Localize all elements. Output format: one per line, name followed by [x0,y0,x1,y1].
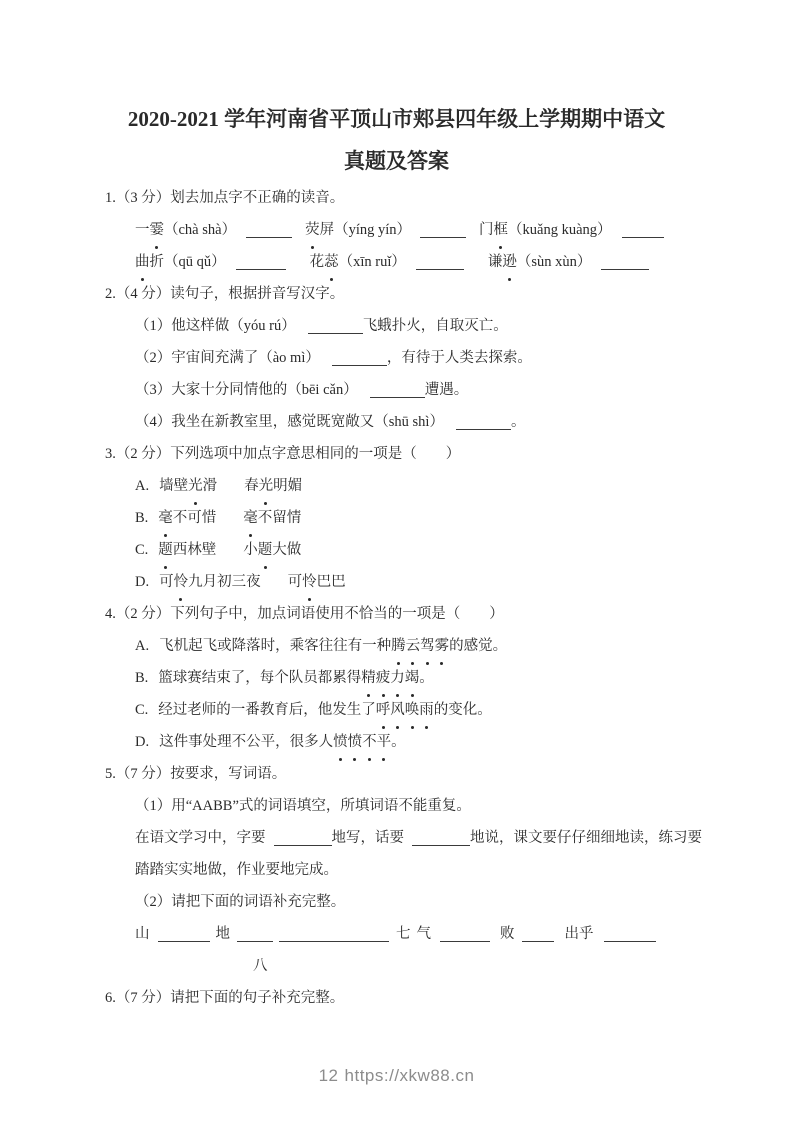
text-segment: 。 [419,670,434,686]
emphasized-char: 框 [494,214,509,246]
spacer [292,233,305,234]
question-2-item-4 [105,406,705,438]
text-segment: D. [135,574,150,590]
question-5-sub-2: （2）请把下面的词语补充完整。 [135,894,346,910]
fill-in-blank [522,926,554,942]
text-segment: 的变化。 [433,702,492,718]
question-4-option-c [105,694,705,726]
spacer [464,265,488,266]
question-4-header: 4.（2 分）下列句子中，加点词语使用不恰当的一项是（ ） [105,606,504,622]
spacer [358,393,370,394]
question-2-header: 2.（4 分）读句子，根据拼音写汉字。 [105,286,345,302]
spacer [226,265,236,266]
question-5-header: 5.（7 分）按要求，写词语。 [105,766,287,782]
spacer [217,489,244,490]
emphasized-char: 逊 [502,246,517,278]
text-segment: D. [135,734,150,750]
text-segment: 飞机起飞或降落时，乘客往往有一种 [159,638,392,654]
text-segment: （4）我坐在新教室里，感觉既宽敞又（shū shì） [135,414,444,430]
question-5-word-fill-row [105,918,705,950]
spacer [149,649,159,650]
text-segment: 这件事处理不公平，很多人 [159,734,334,750]
text-segment: 墙壁 [159,478,189,494]
text-segment: 谦 [487,254,503,270]
question-1-row-2 [105,246,705,278]
spacer [266,841,274,842]
emphasized-char: 平 [377,726,392,758]
page-footer [0,1066,793,1086]
spacer [389,937,396,938]
text-segment: 。 [510,414,526,430]
emphasized-char: 怜 [174,566,189,598]
text-segment: 花 [309,254,325,270]
spacer [320,361,332,362]
text-segment: 山 [135,926,150,942]
emphasized-char: 驾 [420,630,435,662]
text-segment: 巴巴 [316,574,346,590]
spacer [261,585,288,586]
question-3-option-a [105,470,705,502]
question-3-option-d [105,566,705,598]
question-3-header: 3.（2 分）下列选项中加点字意思相同的一项是（ ） [105,446,461,462]
text-segment: 一 [135,222,150,238]
text-segment: 不留情 [257,510,302,526]
question-2-item-2 [105,342,705,374]
emphasized-char: 光 [259,470,274,502]
emphasized-char: 不 [362,726,377,758]
text-segment: 地说，课文要仔仔细细地读，练习要 [470,830,702,846]
text-segment: 滑 [202,478,218,494]
spacer [594,937,604,938]
question-5-fill-sentence-2: 踏踏实实地做，作业要地完成。 [135,862,338,878]
text-segment: 春 [244,478,259,494]
emphasized-char: 光 [188,470,203,502]
question-2-item-3 [105,374,705,406]
emphasized-char: 腾 [391,630,406,662]
text-segment: C. [135,542,149,558]
emphasized-char: 力 [390,662,405,694]
question-3-option-b [105,502,705,534]
exam-body [105,182,705,1014]
text-segment: A. [135,478,150,494]
spacer [148,521,158,522]
fill-in-blank [237,926,273,942]
fill-in-blank [308,318,363,334]
text-segment: （1）他这样做（yóu rú） [135,318,296,334]
spacer [591,265,601,266]
text-segment: 七 [396,926,411,942]
fill-in-blank [274,830,332,846]
spacer [149,489,159,490]
text-segment: 篮球赛结束了，每个队员都累得 [158,670,362,686]
fill-in-blank [279,926,389,942]
fill-in-blank [604,926,656,942]
fill-in-blank [456,414,511,430]
text-segment: （chà shà） [164,222,237,238]
spacer [150,937,158,938]
text-segment: 在语文学习中，字要 [135,830,266,846]
spacer [148,681,158,682]
emphasized-char: 题 [258,534,273,566]
text-segment: 不可惜 [172,510,217,526]
text-segment: 地 [215,926,230,942]
text-segment: 出乎 [564,926,594,942]
text-segment: C. [135,702,149,718]
emphasized-char: 愤 [333,726,348,758]
emphasized-char: 蕊 [324,246,339,278]
spacer [466,233,479,234]
text-segment: 大做 [272,542,302,558]
emphasized-char: 愤 [348,726,363,758]
fill-in-blank [622,222,664,238]
emphasized-char: 云 [406,630,421,662]
spacer [149,745,159,746]
text-segment: 九月初三夜 [188,574,261,590]
emphasized-char: 曲 [135,246,150,278]
emphasized-char: 题 [158,534,173,566]
question-2-item-1 [105,310,705,342]
question-5-word-fill-row-2: 八 [253,958,268,974]
spacer [149,585,159,586]
emphasized-char: 怜 [302,566,317,598]
emphasized-char: 竭 [405,662,420,694]
text-segment: 气 [416,926,431,942]
question-4-option-a [105,630,705,662]
spacer [404,841,412,842]
fill-in-blank [440,926,490,942]
text-segment: （kuǎng kuàng） [508,222,612,238]
question-6-header: 6.（7 分）请把下面的句子补充完整。 [105,990,345,1006]
emphasized-char: 疲 [376,662,391,694]
spacer [216,521,243,522]
fill-in-blank [158,926,210,942]
spacer [148,713,158,714]
text-segment: 明媚 [273,478,303,494]
text-segment: （xīn ruǐ） [338,254,406,270]
spacer [612,233,622,234]
fill-in-blank [332,350,387,366]
text-segment: 门 [479,222,494,238]
spacer [411,233,420,234]
text-segment: 败 [500,926,515,942]
fill-in-blank [246,222,292,238]
question-1-row-1 [105,214,705,246]
emphasized-char: 精 [361,662,376,694]
question-4-option-b [105,662,705,694]
title-line-2: 真题及答案 [344,149,449,173]
spacer [406,265,416,266]
text-segment: （sùn xùn） [516,254,592,270]
spacer [286,265,310,266]
text-segment: 的感觉。 [449,638,508,654]
text-segment: 小 [243,542,258,558]
text-segment: 可 [159,574,174,590]
spacer [236,233,246,234]
text-segment: 西林壁 [172,542,217,558]
spacer [431,937,440,938]
text-segment: 。 [391,734,406,750]
text-segment: B. [135,510,149,526]
spacer [554,937,565,938]
fill-in-blank [236,254,286,270]
fill-in-blank [601,254,649,270]
text-segment: 地写，话要 [331,830,404,846]
text-segment: （2）宇宙间充满了（ào mì） [135,350,320,366]
emphasized-char: 毫 [158,502,173,534]
fill-in-blank [420,222,466,238]
question-4-option-d [105,726,705,758]
emphasized-char: 雾 [435,630,450,662]
question-3-option-c [105,534,705,566]
spacer [148,553,158,554]
text-segment: 经过老师的一番教育后，他发生了 [158,702,376,718]
question-1-header: 1.（3 分）划去加点字不正确的读音。 [105,190,345,206]
text-segment: （3）大家十分同情他的（bēi cǎn） [135,382,358,398]
text-segment: 飞蛾扑火，自取灭亡。 [362,318,508,334]
text-segment: 折（qū qǔ） [149,254,226,270]
spacer [216,553,243,554]
question-5-fill-sentence-1 [105,822,705,854]
text-segment: A. [135,638,150,654]
emphasized-char: 霎 [150,214,165,246]
emphasized-char: 毫 [243,502,258,534]
title-line-1: 2020-2021 学年河南省平顶山市郏县四年级上学期期中语文 [127,107,666,131]
text-segment: B. [135,670,149,686]
emphasized-char: 风 [390,694,405,726]
fill-in-blank [416,254,464,270]
text-segment: 可 [287,574,303,590]
spacer [515,937,522,938]
emphasized-char: 雨 [419,694,434,726]
emphasized-char: 呼 [376,694,391,726]
fill-in-blank [370,382,425,398]
spacer [490,937,500,938]
text-segment: 屏（yíng yín） [319,222,412,238]
spacer [444,425,456,426]
text-segment: 遭遇。 [424,382,469,398]
spacer [230,937,237,938]
footer-site-url: https://xkw88.cn [344,1066,475,1085]
emphasized-char: 唤 [405,694,420,726]
emphasized-char: 荧 [305,214,320,246]
text-segment: ，有待于人类去探索。 [386,350,532,366]
page-number: 12 [318,1066,339,1085]
spacer [296,329,308,330]
page-title [0,98,793,182]
fill-in-blank [412,830,470,846]
question-5-sub-1: （1）用“AABB”式的词语填空，所填词语不能重复。 [135,798,471,814]
